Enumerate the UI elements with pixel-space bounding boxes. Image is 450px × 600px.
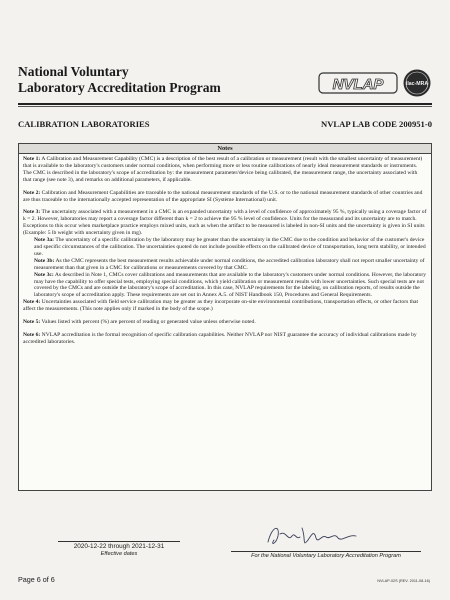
note-5-label: Note 5: xyxy=(23,319,41,326)
ilac-mra-seal xyxy=(402,68,432,98)
note-1-label: Note 1: xyxy=(23,156,41,162)
program-title xyxy=(18,64,221,96)
note-4-label: Note 4: xyxy=(23,299,41,306)
note-3 xyxy=(23,209,427,237)
note-6-text: NVLAP accreditation is the formal recognition of specific calibration capabilities. Neither NVLAP nor NIST guarantee the accuracy of individual calibrations made by accredited laboratories. xyxy=(23,331,417,345)
effective-dates: 2020-12-22 through 2021-12-31 xyxy=(73,543,165,550)
note-3b-label: Note 3b: xyxy=(34,257,55,264)
note-3b xyxy=(34,258,427,272)
note-3a-label: Note 3a: xyxy=(34,237,55,244)
note-3-text: The uncertainty associated with a measurement in a CMC is an expanded uncertainty with a level of confidence of approximately 95 %, typically using a coverage factor of k = 2. However, laboratories may report a coverage factor different than k = 2 to achieve the 95 % level of confidence. Units for the measurand and its uncertainty are to match. Exceptions to this occur when marketplace practice employs mixed units, such as when the artifact to be measured is labeled in non-SI units and the uncertainty is given in SI units (Example: 5 lb weight with uncertainty given in mg). xyxy=(23,209,427,237)
note-2-label: Note 2: xyxy=(23,189,41,196)
note-6-label: Note 6: xyxy=(23,331,41,338)
notes-heading: Notes xyxy=(19,144,431,154)
note-1-text: A Calibration and Measurement Capability (CMC) is a description of the best result of a calibration or measurement (result with the smallest uncertainty of measurement) that is available to the laboratory's customers under normal conditions, when performing more or less routine calibrations of nearly ideal measurement standards or instruments. The CMC is described in the laboratory's scope of accreditation by: the measurement parameter/device being calibrated, the measurement range, the uncertainty associated with that range (see note 3), and remarks on additional parameters, if applicable. xyxy=(23,156,423,183)
note-5 xyxy=(23,319,427,326)
form-id: NVLAP-02S (REV. 2011-08-16) xyxy=(377,579,430,583)
seal-text: ilac-MRA xyxy=(405,81,429,87)
note-3c-text: As described in Note 1, CMCs cover calibrations and measurements that are available to the laboratory's customers under normal conditions. However, the laboratory may have the capability to offer special tests, employing special conditions, which yield calibration or measurement results with lower uncertainties. Such special tests are not covered by the CMCs and are outside the laboratory's scope of accreditation. In this case, NVLAP requirements for the labeling, on calibration reports, of results outside the laboratory's scope of accreditation apply. These requirements are set out in Annex A.5. of NIST Handbook 150, Procedures and General Requirements. xyxy=(34,271,427,299)
note-3a-text: The uncertainty of a specific calibration by the laboratory may be greater than the uncertainty in the CMC due to the condition and behavior of the customer's device and specific circumstances of the calibration. The uncertainties quoted do not include possible effects on the calibrated device of transportation, long term stability, or intended use. xyxy=(34,237,426,257)
note-4-text: Uncertainties associated with field service calibration may be greater as they incorporate on-site environmental contributions, transportation effects, or other factors that affect the measurements. (This note applies only if marked in the body of the scope.) xyxy=(23,299,419,313)
note-2 xyxy=(23,190,427,204)
note-2-text: Calibration and Measurement Capabilities are traceable to the national measurement standards of the U.S. or to the national measurement standards of other countries and are thus traceable to the internationally accepted representation of the appropriate SI (Système International) unit. xyxy=(23,189,423,203)
logo-group xyxy=(318,68,432,98)
note-6 xyxy=(23,332,427,346)
dates-rule xyxy=(58,541,180,542)
signature-rule xyxy=(231,551,421,552)
note-5-text: Values listed with percent (%) are percent of reading or generated value unless otherwise noted. xyxy=(40,319,256,326)
nvlap-logo-text: NVLAP xyxy=(332,76,384,93)
program-title-line1: National Voluntary xyxy=(18,64,129,79)
signature-caption: For the National Voluntary Laboratory Accreditation Program xyxy=(251,553,401,559)
lab-code: NVLAP LAB CODE 200951-0 xyxy=(320,119,432,129)
note-3b-text: As the CMC represents the best measurement results achievable under normal conditions, the accredited calibration laboratory shall not report smaller uncertainty of measurement than that given in a CMC for calibrations or measurements covered by that CMC. xyxy=(34,257,425,271)
note-4 xyxy=(23,299,427,313)
notes-box xyxy=(18,143,432,491)
note-3a xyxy=(34,237,427,258)
note-3c xyxy=(34,272,427,300)
header-rule-thick xyxy=(18,103,432,105)
header-rule-thin xyxy=(18,106,432,107)
note-3c-label: Note 3c: xyxy=(34,271,54,278)
nvlap-logo xyxy=(318,70,398,96)
notes-body xyxy=(19,154,431,490)
note-1 xyxy=(23,156,427,184)
effective-dates-caption: Effective dates xyxy=(100,551,138,557)
page-number: Page 6 of 6 xyxy=(18,575,55,584)
section-title: CALIBRATION LABORATORIES xyxy=(18,119,150,129)
program-title-line2: Laboratory Accreditation Program xyxy=(18,80,221,95)
note-3-label: Note 3: xyxy=(23,209,41,216)
signature xyxy=(262,522,362,552)
